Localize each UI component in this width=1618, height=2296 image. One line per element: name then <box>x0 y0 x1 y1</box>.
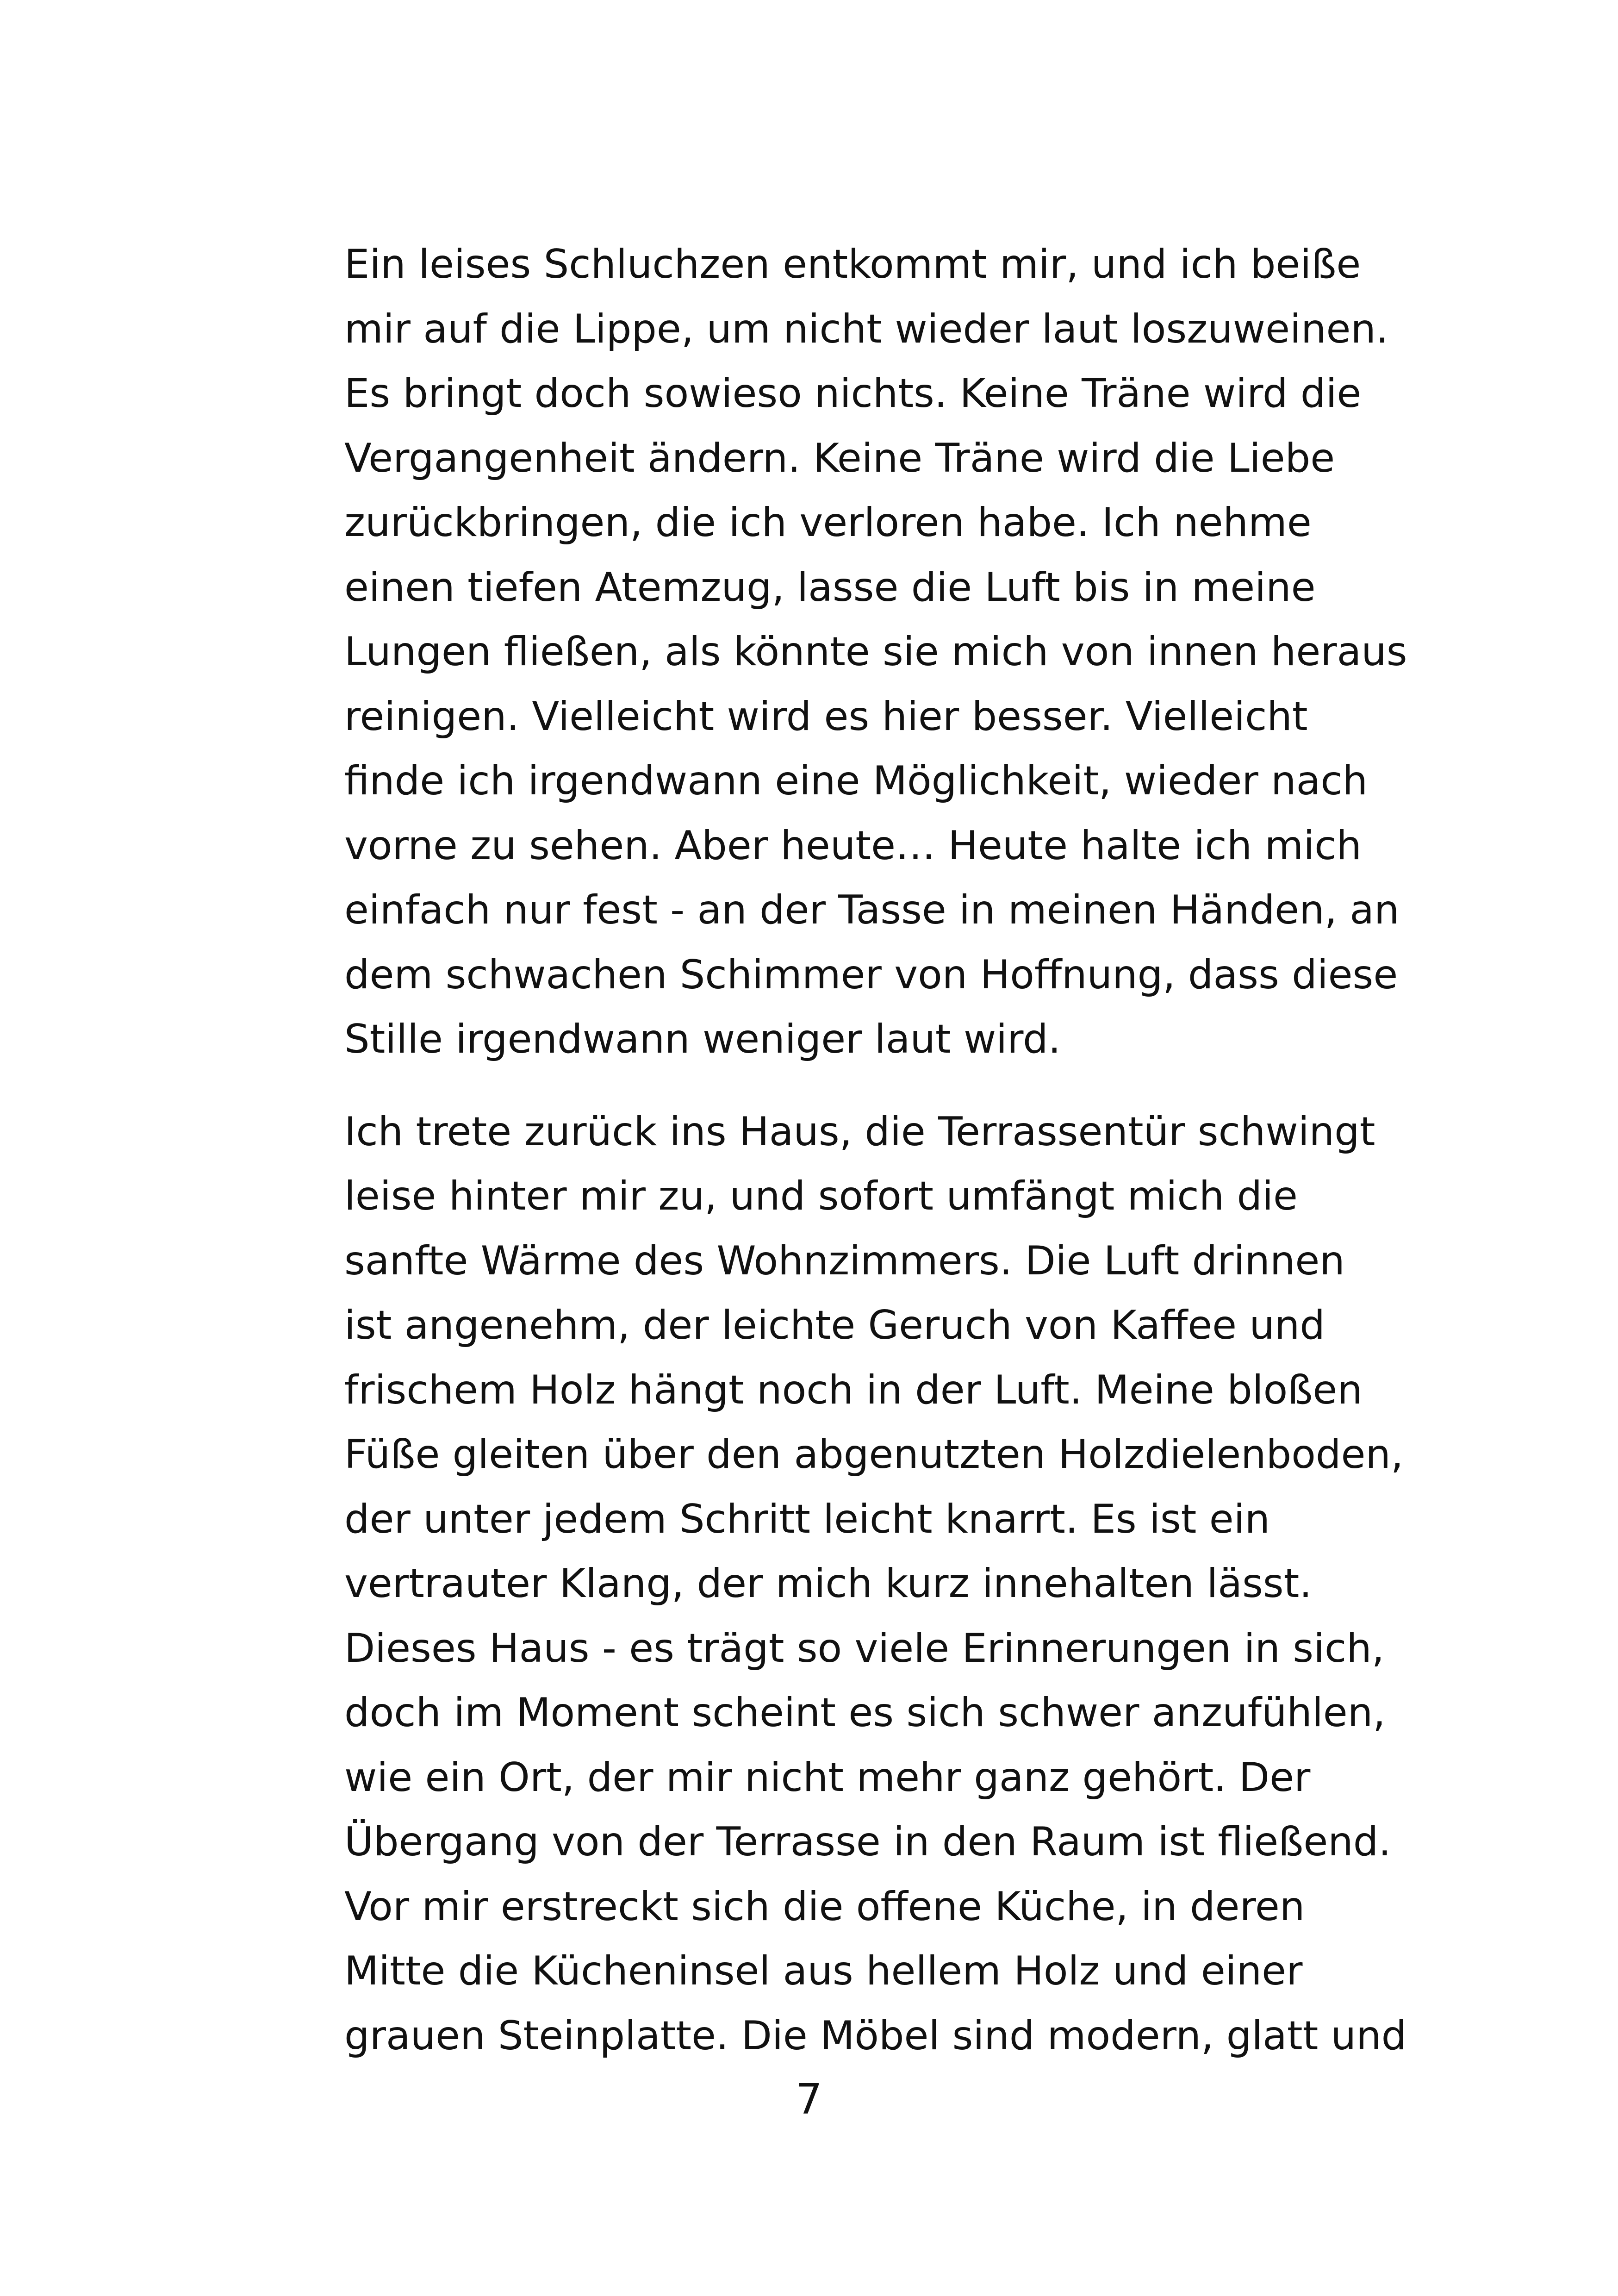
text-line: reinigen. Vielleicht wird es hier besser. Vielleicht <box>344 693 1308 740</box>
text-line: einfach nur fest - an der Tasse in meinen Händen, an <box>344 887 1400 933</box>
text-line: wie ein Ort, der mir nicht mehr ganz gehört. Der <box>344 1754 1311 1801</box>
text-line: Lungen fließen, als könnte sie mich von innen heraus <box>344 629 1407 675</box>
paragraph-1 <box>344 232 1407 1072</box>
paragraph-2 <box>344 1100 1407 2069</box>
text-line: Ich trete zurück ins Haus, die Terrassentür schwingt <box>344 1108 1375 1155</box>
text-line: frischem Holz hängt noch in der Luft. Meine bloßen <box>344 1366 1363 1413</box>
paragraph-spacer <box>344 1072 1372 1100</box>
text-line: zurückbringen, die ich verloren habe. Ich nehme <box>344 499 1312 546</box>
text-line: einen tiefen Atemzug, lasse die Luft bis in meine <box>344 564 1316 611</box>
text-line: Füße gleiten über den abgenutzten Holzdielenboden, <box>344 1431 1404 1478</box>
text-line: Mitte die Kücheninsel aus hellem Holz und einer <box>344 1948 1303 1994</box>
text-line: Vor mir erstreckt sich die offene Küche, in deren <box>344 1883 1305 1930</box>
text-line: grauen Steinplatte. Die Möbel sind modern, glatt und <box>344 2012 1407 2059</box>
text-line: Stille irgendwann weniger laut wird. <box>344 1016 1061 1062</box>
text-line: leise hinter mir zu, und sofort umfängt mich die <box>344 1173 1298 1219</box>
text-line: vertrauter Klang, der mich kurz innehalten lässt. <box>344 1560 1312 1607</box>
text-line: Ein leises Schluchzen entkommt mir, und ich beiße <box>344 241 1361 287</box>
body-text <box>344 232 1407 2068</box>
page-number: 7 <box>796 2075 822 2124</box>
text-line: der unter jedem Schritt leicht knarrt. Es ist ein <box>344 1496 1270 1542</box>
text-line: Es bringt doch sowieso nichts. Keine Träne wird die <box>344 370 1362 417</box>
text-line: doch im Moment scheint es sich schwer anzufühlen, <box>344 1690 1386 1736</box>
text-line: finde ich irgendwann eine Möglichkeit, wieder nach <box>344 758 1368 804</box>
text-line: sanfte Wärme des Wohnzimmers. Die Luft drinnen <box>344 1237 1345 1284</box>
text-line: mir auf die Lippe, um nicht wieder laut loszuweinen. <box>344 306 1389 352</box>
text-line: ist angenehm, der leichte Geruch von Kaffee und <box>344 1302 1325 1348</box>
text-line: Dieses Haus - es trägt so viele Erinnerungen in sich, <box>344 1625 1385 1672</box>
text-line: dem schwachen Schimmer von Hoffnung, dass diese <box>344 951 1398 998</box>
text-line: vorne zu sehen. Aber heute… Heute halte ich mich <box>344 822 1362 869</box>
text-line: Übergang von der Terrasse in den Raum ist fließend. <box>344 1819 1391 1865</box>
text-line: Vergangenheit ändern. Keine Träne wird die Liebe <box>344 435 1335 481</box>
